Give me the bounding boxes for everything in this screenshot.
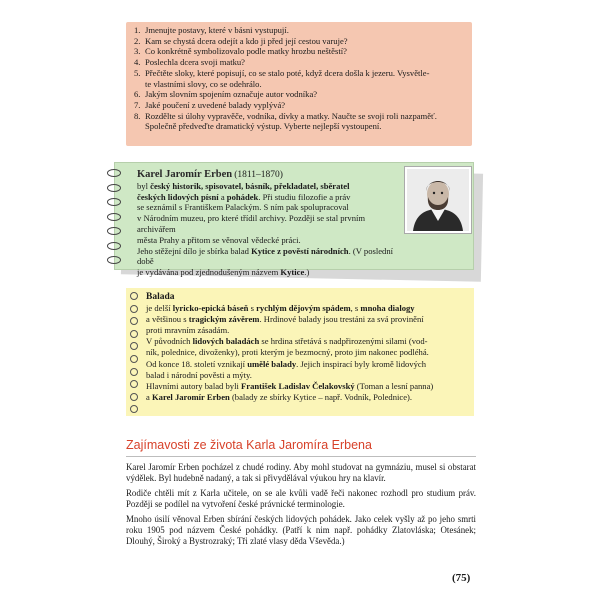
ballad-definition-box [126,288,474,416]
question-number: 8. [134,110,141,121]
question-number [134,79,145,90]
ballad-text: Balada je delší lyricko-epická báseň s rychlým dějovým spádem, s mnoha dialogy a většinou s tragickým závěrem. Hrdinové balady jsou trestáni za svá provinění proti mravním zásadám. V původních lidových baladách se hrdina střetává s nadpřirozenými silami (vod- ník, polednice, divoženky), proti kterým je bezmocný, proto jim nakonec podléhá. Od konce 18. století vznikají umělé balady. Jejich inspirací byly kromě lidových balad i národní pověsti a mýty. Hlavními autory balad byli František Ladislav Čelakovský (Toman a lesní panna) a Karel Jaromír Erben (balady ze sbírky Kytice – např. Vodník, Polednice). [146,292,470,403]
question-number: 4. [134,57,141,68]
question-text: Rozdělte si úlohy vypravěče, vodníka, dívky a matky. Naučte se svoji roli nazpaměť. [145,110,437,121]
question-number: 7. [134,99,141,110]
question-text: Poslechla dcera svoji matku? [145,57,245,68]
question-item [134,57,464,68]
question-text: Co konkrétně symbolizovalo podle matky hrozbu neštěstí? [145,46,347,57]
body-text [126,462,476,551]
question-number: 5. [134,67,141,78]
question-item [134,36,464,47]
question-item [134,121,464,132]
biography-text: Karel Jaromír Erben (1811–1870) byl český historik, spisovatel, básník, překladatel, sběratel českých lidových písní a pohádek. Při studiu filozofie a práv se seznámil s Františkem Palackým. S ním pak spolupracoval v Národním muzeu, pro které třídil archivy. Později se stal prvním archivářem města Prahy a přitom se věnoval vědecké práci. Jeho stěžejní dílo je sbírka balad Kytice z pověstí národních. (V poslední době je vydávána pod zjednodušeným názvem Kytice.) [137,169,394,278]
ring-binding-icon [130,292,142,418]
question-item [134,25,464,36]
question-item [134,100,464,111]
question-item [134,79,464,90]
question-text: Jaké poučení z uvedené balady vyplývá? [145,99,286,110]
question-text: Přečtěte sloky, které popisují, co se stalo poté, když dcera došla k jezeru. Vysvětle- [145,67,430,78]
spiral-binding-icon [107,169,127,269]
question-item [134,46,464,57]
question-number: 3. [134,46,141,57]
biography-card [114,162,484,278]
author-portrait [405,167,471,233]
question-text: Jmenujte postavy, které v básni vystupují. [145,25,289,35]
questions-list [134,25,464,132]
ballad-title: Balada [146,292,175,302]
question-text: te vlastními slovy, co se odehrálo. [145,78,262,89]
question-text: Společně předveďte dramatický výstup. Vyberte nejlepší vystoupení. [145,121,382,132]
questions-box [126,22,472,146]
section-divider [126,456,476,457]
section-title: Zajímavosti ze života Karla Jaromíra Erbena [126,438,372,452]
question-number [134,121,145,132]
question-number: 1. [134,25,141,35]
page-number: (75) [452,572,471,584]
author-years: (1811–1870) [234,170,283,180]
question-text: Kam se chystá dcera odejít a kdo ji před její cestou varuje? [145,35,348,46]
paragraph: Rodiče chtěli mít z Karla učitele, on se ale kvůli vadě řeči nakonec rozhodl pro studium práv. Později se podílel na vytvoření české právnické terminologie. [126,488,476,509]
question-number: 6. [134,89,141,100]
paragraph: Mnoho úsilí věnoval Erben sbírání českých lidových pohádek. Jako celek vyšly až po jeho smrti roku 1905 pod názvem České pohádky. (Patří k nim např. pohádky Zlatovláska; Otesánek; Dlouhý, Široký a Bystrozraký; Tři zlaté vlasy děda Vševěda.) [126,514,476,546]
paragraph: Karel Jaromír Erben pocházel z chudé rodiny. Aby mohl studovat na gymnáziu, musel si obstarat výdělek. Byl hudebně nadaný, a tak si přivydělával výukou hry na klavír. [126,462,476,483]
biography-card-face [114,162,474,278]
question-number: 2. [134,35,141,46]
question-text: Jakým slovním spojením označuje autor vodníka? [145,89,318,100]
question-item [134,111,464,122]
question-item [134,68,464,79]
question-item [134,89,464,100]
author-name: Karel Jaromír Erben [137,169,233,180]
